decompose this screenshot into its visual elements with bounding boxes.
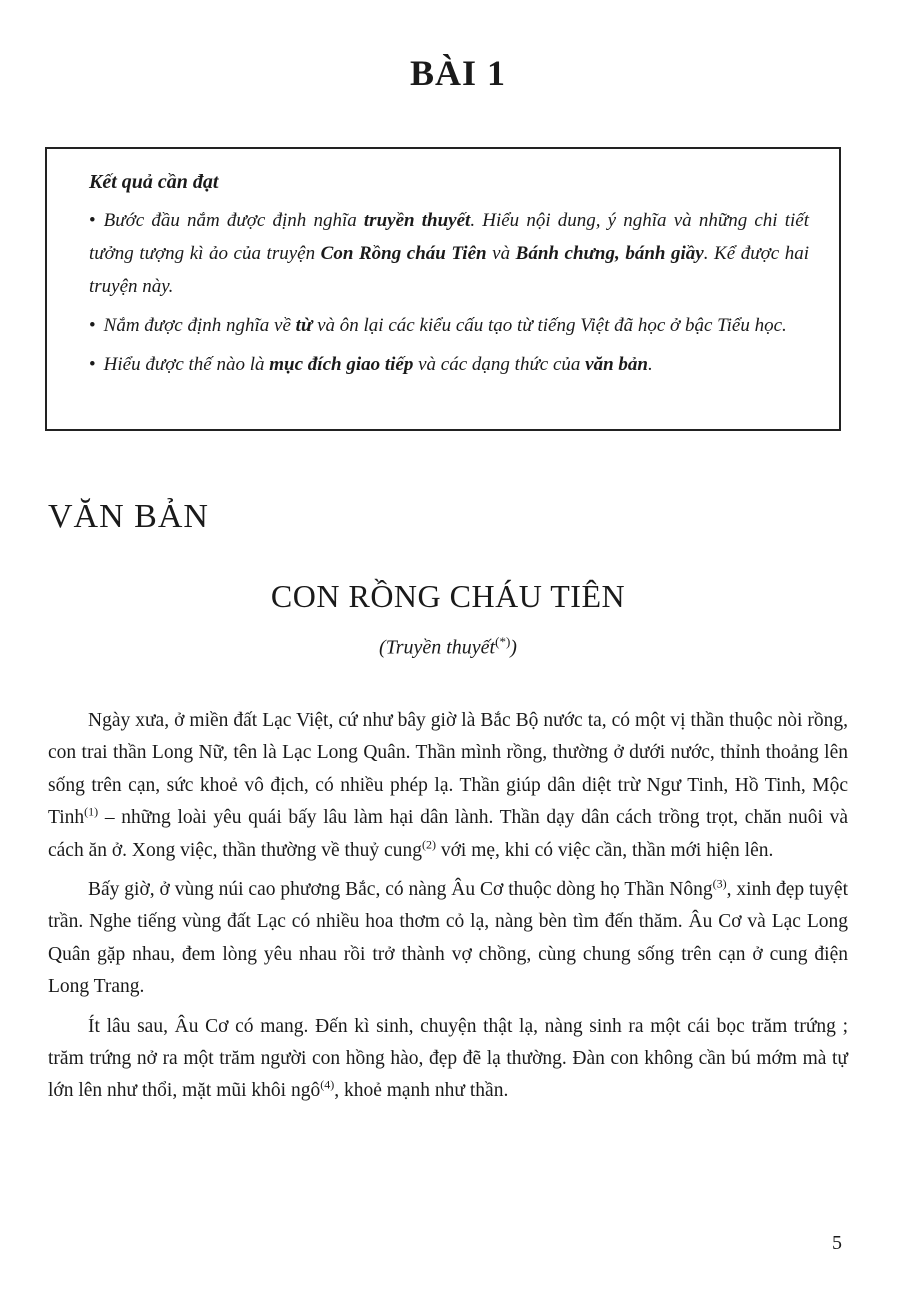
objective-item: • Hiểu được thế nào là mục đích giao tiếp và các dạng thức của văn bản. [89, 354, 653, 375]
footnote-marker: (2) [421, 837, 436, 852]
footnote-marker: (3) [712, 876, 727, 891]
story-body [48, 705, 848, 1115]
objective-item: • Bước đầu nắm được định nghĩa truyền thuyết. Hiểu nội dung, ý nghĩa và những chi tiết tưởng tượng kì ảo của truyện Con Rồng cháu Tiên và Bánh chưng, bánh giầy. Kể được hai truyện này. [89, 210, 810, 297]
bullet-icon: • [89, 210, 96, 231]
footnote-marker: (4) [320, 1077, 335, 1092]
section-heading: VĂN BẢN [48, 498, 209, 535]
objective-item: • Nắm được định nghĩa về từ và ôn lại các kiểu cấu tạo từ tiếng Việt đã học ở bậc Tiểu học. [89, 315, 787, 336]
footnote-marker: (*) [495, 634, 511, 649]
footnote-marker: (1) [84, 804, 99, 819]
objectives-box [45, 147, 841, 431]
story-genre: (Truyền thuyết(*)) [379, 634, 517, 659]
lesson-title: BÀI 1 [409, 53, 507, 93]
story-title: CON RỒNG CHÁU TIÊN [270, 578, 626, 614]
bullet-icon: • [89, 315, 96, 336]
story-paragraph: Ít lâu sau, Âu Cơ có mang. Đến kì sinh, chuyện thật lạ, nàng sinh ra một cái bọc trăm trứng ; trăm trứng nở ra một trăm người con hồng hào, đẹp đẽ lạ thường. Đàn con không cần bú mớm mà tự lớn lên như thổi, mặt mũi khôi ngô$^{(4)}$, khoẻ mạnh như thần. [48, 1015, 848, 1102]
bullet-icon: • [89, 354, 96, 375]
page-number: 5 [832, 1232, 842, 1254]
story-paragraph: Ngày xưa, ở miền đất Lạc Việt, cứ như bây giờ là Bắc Bộ nước ta, có một vị thần thuộc nòi rồng, con trai thần Long Nữ, tên là Lạc Long Quân. Thần mình rồng, thường ở dưới nước, thỉnh thoảng lên sống trên cạn, sức khoẻ vô địch, có nhiều phép lạ. Thần giúp dân diệt trừ Ngư Tinh, Hồ Tinh, Mộc Tinh$^{(1)}$ – những loài yêu quái bấy lâu làm hại dân lành. Thần dạy dân cách trồng trọt, chăn nuôi và cách ăn ở. Xong việc, thần thường về thuỷ cung$^{(2)}$ với mẹ, khi có việc cần, thần mới hiện lên. [48, 710, 848, 861]
story-paragraph: Bấy giờ, ở vùng núi cao phương Bắc, có nàng Âu Cơ thuộc dòng họ Thần Nông$^{(3)}$, xinh đẹp tuyệt trần. Nghe tiếng vùng đất Lạc có nhiều hoa thơm cỏ lạ, nàng bèn tìm đến thăm. Âu Cơ và Lạc Long Quân gặp nhau, đem lòng yêu nhau rồi trở thành vợ chồng, cùng chung sống trên cạn ở cung điện Long Trang. [48, 876, 848, 998]
objectives-heading: Kết quả cần đạt [89, 171, 219, 193]
